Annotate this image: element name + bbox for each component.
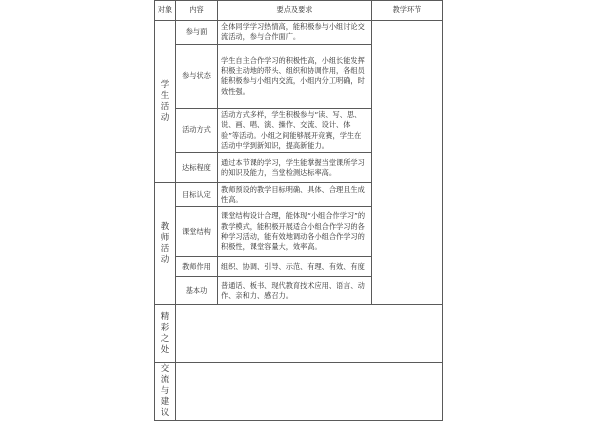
group-label-teacher-activity	[155, 183, 176, 305]
req-text: 通过本节课的学习，学生能掌握当堂课所学习的知识及能力，当堂检测达标率高。	[221, 157, 365, 177]
req-participation-scope	[218, 21, 372, 45]
item-goal-setting: 目标认定	[176, 183, 218, 207]
req-text: 全体同学学习热情高，能积极参与小组讨论交流活动，参与合作面广。	[221, 22, 365, 42]
item-participation-scope: 参与面	[176, 21, 218, 45]
header-content: 内容	[176, 1, 218, 21]
req-basic-skills	[218, 277, 372, 305]
table-row-exchange	[155, 363, 443, 421]
label-exchange	[155, 363, 176, 421]
header-object: 对象	[155, 1, 176, 21]
group-label-text: 教师活动	[160, 221, 170, 265]
req-participation-state	[218, 44, 372, 108]
table-row	[155, 21, 443, 45]
item-basic-skills: 基本功	[176, 277, 218, 305]
highlights-cell	[176, 305, 443, 363]
req-class-structure	[218, 207, 372, 257]
item-teacher-role: 教师作用	[176, 257, 218, 277]
lesson-evaluation-table	[154, 0, 443, 421]
req-text: 课堂结构设计合理，能体现“小组合作学习”的教学模式，能积极开展适合小组合作学习的各种学习活动，能有效地调动各小组合作学习的积极性，课堂容量大，效率高。	[221, 211, 366, 252]
req-attainment	[218, 153, 372, 183]
req-text: 组织、协调、引导、示范、有理、有效、有度	[221, 261, 365, 271]
req-goal-setting	[218, 183, 372, 207]
header-teaching-step: 教学环节	[372, 1, 443, 21]
item-class-structure: 课堂结构	[176, 207, 218, 257]
table-header-row	[155, 1, 443, 21]
table-row-highlights	[155, 305, 443, 363]
req-teacher-role	[218, 257, 372, 277]
exchange-cell	[176, 363, 443, 421]
item-participation-state: 参与状态	[176, 44, 218, 108]
req-text: 普通话、板书、现代教育技术应用、语言、动作、亲和力、感召力。	[221, 280, 365, 300]
group-label-student-activity	[155, 21, 176, 183]
req-text: 活动方式多样，学生积极参与“读、写、思、说、画、唱、演、操作、交流、设计、体验”等活动。小组之间能够展开竞赛，学生在活动中学到新知识，提高新能力。	[221, 109, 362, 151]
header-requirements: 要点及要求	[218, 1, 372, 21]
req-activity-mode	[218, 108, 372, 153]
highlights-label-text: 精彩之处	[160, 311, 170, 355]
label-highlights	[155, 305, 176, 363]
req-text: 学生自主合作学习的积极性高，小组长能发挥积极主动地的带头、组织和协调作用，各组员能积极参与小组内交流，小组内分工明确，时效性强。	[221, 55, 365, 96]
item-attainment: 达标程度	[176, 153, 218, 183]
teaching-step-cell	[372, 21, 443, 305]
group-label-text: 学生活动	[160, 79, 170, 123]
req-text: 教师预设的教学目标明确、具体、合理且生成性高。	[221, 184, 365, 204]
evaluation-sheet	[154, 0, 444, 419]
exchange-label-text: 交流与建议	[160, 364, 170, 419]
item-activity-mode: 活动方式	[176, 108, 218, 153]
